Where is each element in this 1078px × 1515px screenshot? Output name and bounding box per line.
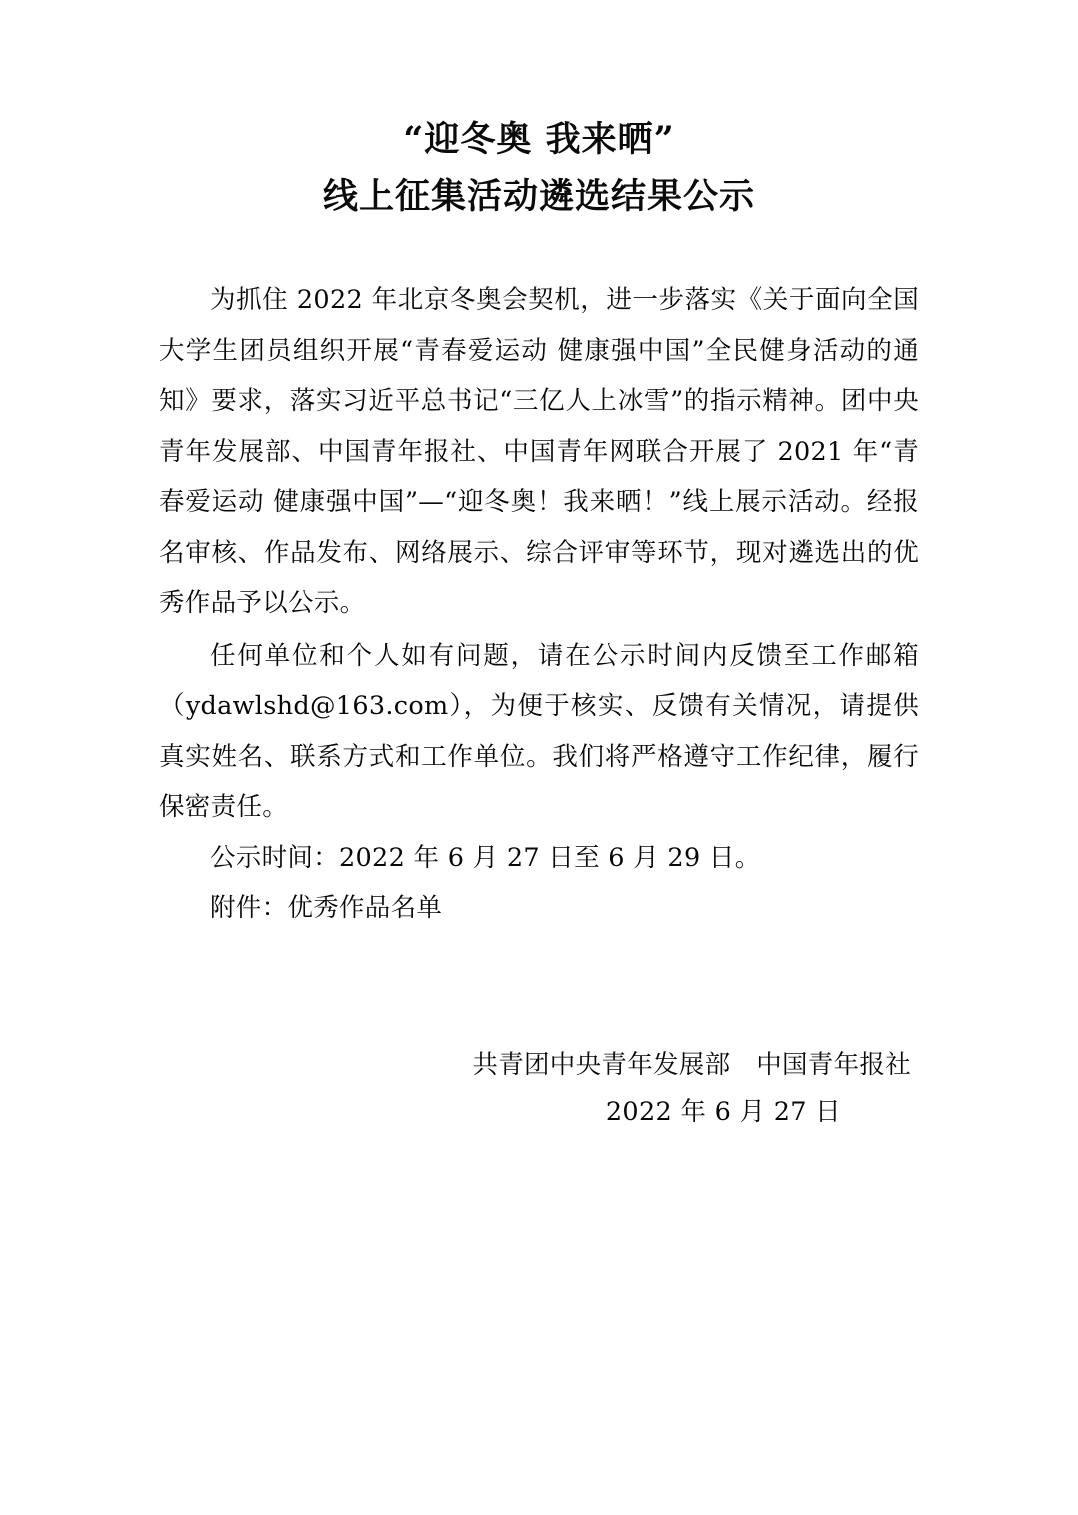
document-title xyxy=(0,112,1078,225)
signature-block xyxy=(159,934,919,1136)
title-line-1: “迎冬奥 我来晒” xyxy=(403,119,675,160)
notice-time-line: 公示时间：2022 年 6 月 27 日至 6 月 29 日。 xyxy=(210,842,761,873)
title-line-2: 线上征集活动遴选结果公示 xyxy=(322,175,755,217)
body-paragraph-1: 为抓住 2022 年北京冬奥会契机，进一步落实《关于面向全国大学生团员组织开展“青春爱运动 健康强中国”全民健身活动的通知》要求，落实习近平总书记“三亿人上冰雪”的指示精神。团中央青年发展部、中国青年报社、中国青年网联合开展了 2021 年“青春爱运动 健康强中国”—“迎冬奥！我来晒！”线上展示活动。经报名审核、作品发布、网络展示、综合评审等环节，现对遴选出的优秀作品予以公示。 xyxy=(159,285,919,619)
signature-date: 2022 年 6 月 27 日 xyxy=(605,1096,841,1127)
attachment-line: 附件：优秀作品名单 xyxy=(210,893,443,924)
body-paragraph-2: 任何单位和个人如有问题，请在公示时间内反馈至工作邮箱（ydawlshd@163.com），为便于核实、反馈有关情况，请提供真实姓名、联系方式和工作单位。我们将严格遵守工作纪律，履行保密责任。 xyxy=(159,640,919,823)
document-body xyxy=(159,225,919,933)
signature-organizations: 共青团中央青年发展部 中国青年报社 xyxy=(472,1049,911,1080)
